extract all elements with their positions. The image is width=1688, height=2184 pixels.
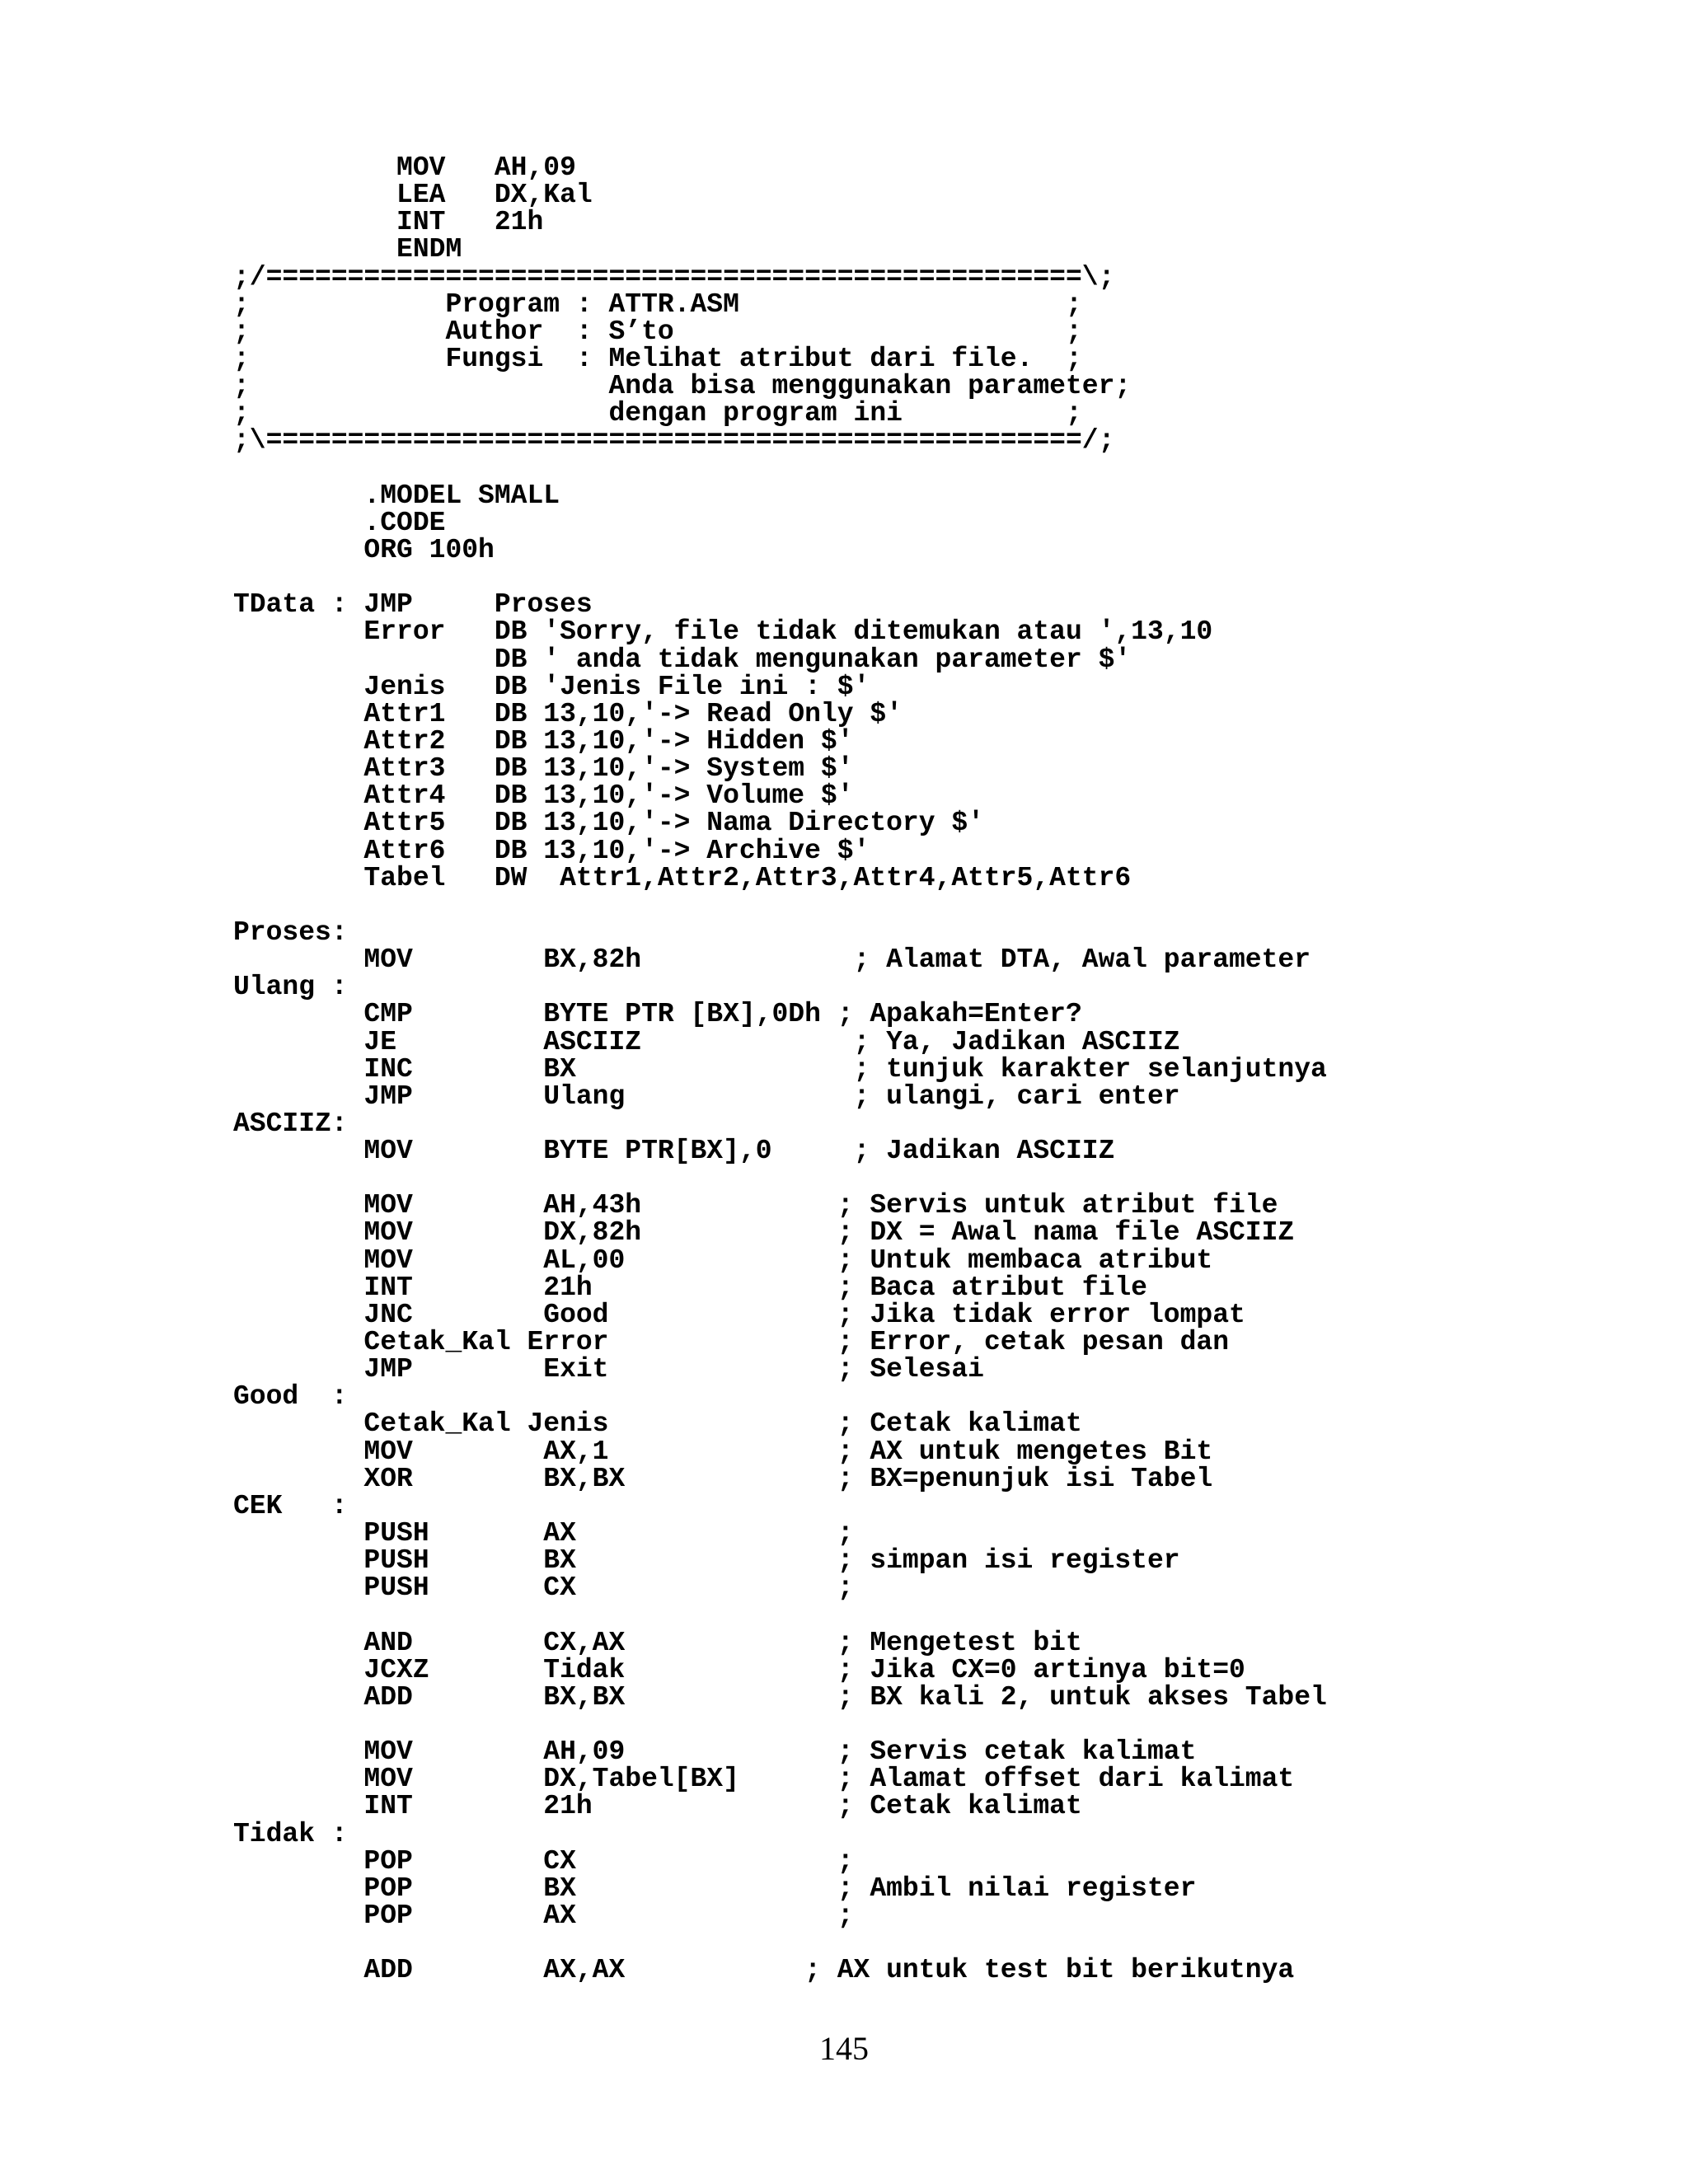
code-line: Tabel DW Attr1,Attr2,Attr3,Attr4,Attr5,Attr6 — [233, 862, 1132, 893]
code-line: PUSH CX ; — [233, 1572, 854, 1604]
code-line: XOR BX,BX ; BX=penunjuk isi Tabel — [233, 1463, 1213, 1494]
page-number: 145 — [819, 2030, 869, 2067]
code-line: Good : — [233, 1381, 348, 1413]
code-line: Cetak_Kal Jenis ; Cetak kalimat — [233, 1408, 1082, 1440]
code-line: JNC Good ; Jika tidak error lompat — [233, 1299, 1245, 1330]
code-line — [233, 1711, 1327, 1738]
code-line: Attr2 DB 13,10,'-> Hidden $' — [233, 725, 854, 757]
code-line: AND CX,AX ; Mengetest bit — [233, 1627, 1082, 1658]
code-line: ENDM — [233, 234, 462, 265]
code-line: Attr3 DB 13,10,'-> System $' — [233, 753, 854, 785]
code-line: .CODE — [233, 507, 446, 538]
code-line: Error DB 'Sorry, file tidak ditemukan atau ',13,10 — [233, 616, 1213, 648]
code-line: ADD BX,BX ; BX kali 2, untuk akses Tabel — [233, 1681, 1327, 1713]
code-line: POP BX ; Ambil nilai register — [233, 1872, 1197, 1904]
code-line: PUSH AX ; — [233, 1518, 854, 1549]
code-line — [233, 455, 1327, 482]
code-line: Proses: — [233, 916, 348, 948]
code-line: ; Anda bisa menggunakan parameter; — [233, 371, 1132, 402]
code-line: Attr4 DB 13,10,'-> Volume $' — [233, 780, 854, 812]
code-line: ; Program : ATTR.ASM ; — [233, 288, 1082, 320]
code-line — [233, 1929, 1327, 1957]
code-line: ; Author : S’to ; — [233, 316, 1082, 347]
code-line: POP AX ; — [233, 1900, 854, 1931]
code-line: Cetak_Kal Error ; Error, cetak pesan dan — [233, 1327, 1229, 1358]
code-line — [233, 1601, 1327, 1629]
code-line: ORG 100h — [233, 534, 495, 565]
code-line — [233, 892, 1327, 919]
code-line: INT 21h ; Baca atribut file — [233, 1272, 1147, 1303]
code-line: ; dengan program ini ; — [233, 398, 1082, 429]
code-line: JMP Exit ; Selesai — [233, 1354, 984, 1385]
assembly-code-listing — [233, 154, 1327, 1984]
code-line: MOV AH,09 ; Servis cetak kalimat — [233, 1736, 1197, 1768]
code-line: MOV AH,43h ; Servis untuk atribut file — [233, 1190, 1278, 1221]
code-line: LEA DX,Kal — [233, 180, 593, 211]
code-line: JE ASCIIZ ; Ya, Jadikan ASCIIZ — [233, 1026, 1180, 1057]
code-line: MOV DX,Tabel[BX] ; Alamat offset dari kalimat — [233, 1764, 1295, 1795]
code-line: MOV AH,09 — [233, 152, 576, 183]
code-line: ADD AX,AX ; AX untuk test bit berikutnya — [233, 1955, 1295, 1986]
code-line — [233, 1165, 1327, 1192]
code-line: INT 21h — [233, 207, 544, 238]
code-line: Attr1 DB 13,10,'-> Read Only $' — [233, 698, 903, 729]
code-line: ;/==================================================\; — [233, 261, 1115, 293]
code-line: MOV DX,82h ; DX = Awal nama file ASCIIZ — [233, 1217, 1295, 1249]
code-line — [233, 564, 1327, 591]
code-line: ASCIIZ: — [233, 1108, 348, 1139]
code-line: PUSH BX ; simpan isi register — [233, 1545, 1180, 1577]
code-line: Tidak : — [233, 1818, 348, 1849]
code-line: Ulang : — [233, 972, 348, 1003]
code-line: JCXZ Tidak ; Jika CX=0 artinya bit=0 — [233, 1654, 1245, 1685]
code-line: INC BX ; tunjuk karakter selanjutnya — [233, 1053, 1327, 1085]
code-line: MOV AX,1 ; AX untuk mengetes Bit — [233, 1436, 1213, 1467]
code-line: CEK : — [233, 1490, 348, 1521]
code-line: MOV BX,82h ; Alamat DTA, Awal parameter — [233, 944, 1311, 976]
code-line: MOV AL,00 ; Untuk membaca atribut — [233, 1244, 1213, 1276]
code-line: ;\==================================================/; — [233, 425, 1115, 457]
code-line: CMP BYTE PTR [BX],0Dh ; Apakah=Enter? — [233, 999, 1082, 1030]
code-line: Attr5 DB 13,10,'-> Nama Directory $' — [233, 808, 984, 839]
code-line: DB ' anda tidak mengunakan parameter $' — [233, 644, 1132, 675]
code-line: JMP Ulang ; ulangi, cari enter — [233, 1080, 1180, 1112]
code-line: .MODEL SMALL — [233, 480, 560, 511]
code-line: MOV BYTE PTR[BX],0 ; Jadikan ASCIIZ — [233, 1136, 1115, 1167]
code-line: Attr6 DB 13,10,'-> Archive $' — [233, 835, 870, 866]
code-line: Jenis DB 'Jenis File ini : $' — [233, 671, 870, 702]
code-line: TData : JMP Proses — [233, 589, 593, 621]
code-line: POP CX ; — [233, 1845, 854, 1877]
code-line: INT 21h ; Cetak kalimat — [233, 1791, 1082, 1822]
code-line: ; Fungsi : Melihat atribut dari file. ; — [233, 343, 1082, 374]
